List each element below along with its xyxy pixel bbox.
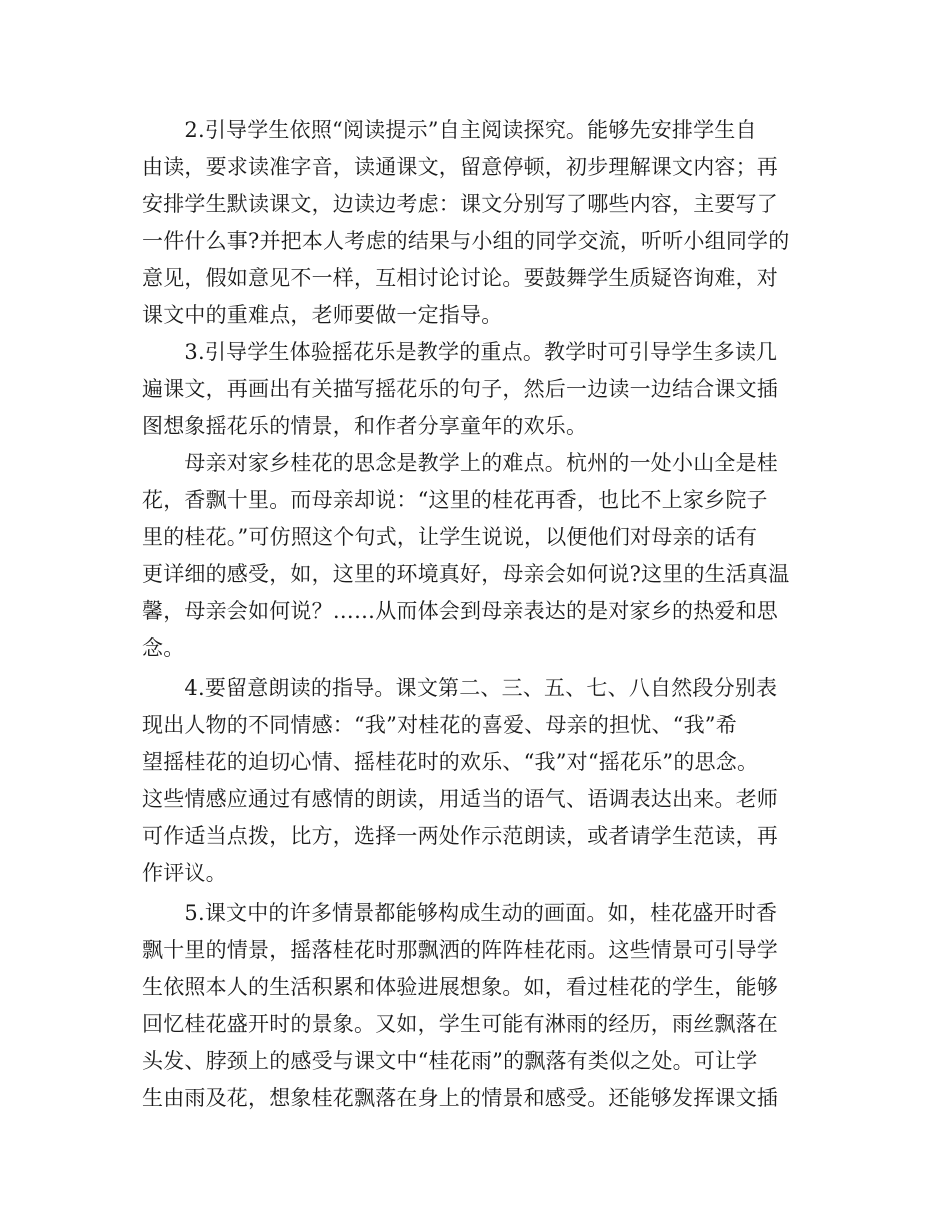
text-line: 飘十里的情景，摇落桂花时那飘洒的阵阵桂花雨。这些情景可引导学 <box>142 938 778 962</box>
text-line: 安排学生默读课文，边读边考虑：课文分别写了哪些内容，主要写了 <box>142 192 778 216</box>
text-line: 课文中的重难点，老师要做一定指导。 <box>142 303 503 327</box>
text-line: 4.要留意朗读的指导。课文第二、三、五、七、八自然段分别表 <box>142 676 778 700</box>
text-line: 更详细的感受，如，这里的环境真好，母亲会如何说?这里的生活真温 <box>142 562 790 586</box>
text-line: 5.课文中的许多情景都能够构成生动的画面。如，桂花盛开时香 <box>142 901 778 925</box>
text-line: 望摇桂花的迫切心情、摇桂花时的欢乐、“我”对“摇花乐”的思念。 <box>142 750 759 774</box>
text-line: 作评议。 <box>142 861 227 885</box>
text-line: 念。 <box>142 636 185 660</box>
text-line: 这些情感应通过有感情的朗读，用适当的语气、语调表达出来。老师 <box>142 787 778 811</box>
text-line: 馨，母亲会如何说？……从而体会到母亲表达的是对家乡的热爱和思 <box>142 599 778 623</box>
text-line: 2.引导学生依照“阅读提示”自主阅读探究。能够先安排学生自 <box>142 118 757 142</box>
text-line: 一件什么事?并把本人考虑的结果与小组的同学交流，听听小组同学的 <box>142 229 790 253</box>
paragraph-5 <box>142 895 812 1117</box>
text-line: 遍课文，再画出有关描写摇花乐的句子，然后一边读一边结合课文插 <box>142 377 778 401</box>
text-line: 回忆桂花盛开时的景象。又如，学生可能有淋雨的经历，雨丝飘落在 <box>142 1012 778 1036</box>
text-line: 花，香飘十里。而母亲却说：“这里的桂花再香，也比不上家乡院子 <box>142 488 768 512</box>
paragraph-2 <box>142 112 812 334</box>
text-line: 里的桂花。”可仿照这个句式，让学生说说，以便他们对母亲的话有 <box>142 525 758 549</box>
text-line: 母亲对家乡桂花的思念是教学上的难点。杭州的一处小山全是桂 <box>142 451 778 475</box>
text-line: 由读，要求读准字音，读通课文，留意停顿，初步理解课文内容；再 <box>142 155 778 179</box>
paragraph-4 <box>142 670 812 892</box>
text-line: 图想象摇花乐的情景，和作者分享童年的欢乐。 <box>142 414 588 438</box>
text-line: 现出人物的不同情感：“我”对桂花的喜爱、母亲的担忧、“我”希 <box>142 713 737 737</box>
text-line: 头发、脖颈上的感受与课文中“桂花雨”的飘落有类似之处。可让学 <box>142 1049 758 1073</box>
text-line: 3.引导学生体验摇花乐是教学的重点。教学时可引导学生多读几 <box>142 340 778 364</box>
paragraph-3 <box>142 334 812 445</box>
document-body <box>142 112 812 1117</box>
text-line: 生依照本人的生活积累和体验进展想象。如，看过桂花的学生，能够 <box>142 975 778 999</box>
paragraph-mother <box>142 445 812 667</box>
text-line: 可作适当点拨，比方，选择一两处作示范朗读，或者请学生范读，再 <box>142 824 778 848</box>
text-line: 生由雨及花，想象桂花飘落在身上的情景和感受。还能够发挥课文插 <box>142 1086 778 1110</box>
text-line: 意见，假如意见不一样，互相讨论讨论。要鼓舞学生质疑咨询难，对 <box>142 266 778 290</box>
